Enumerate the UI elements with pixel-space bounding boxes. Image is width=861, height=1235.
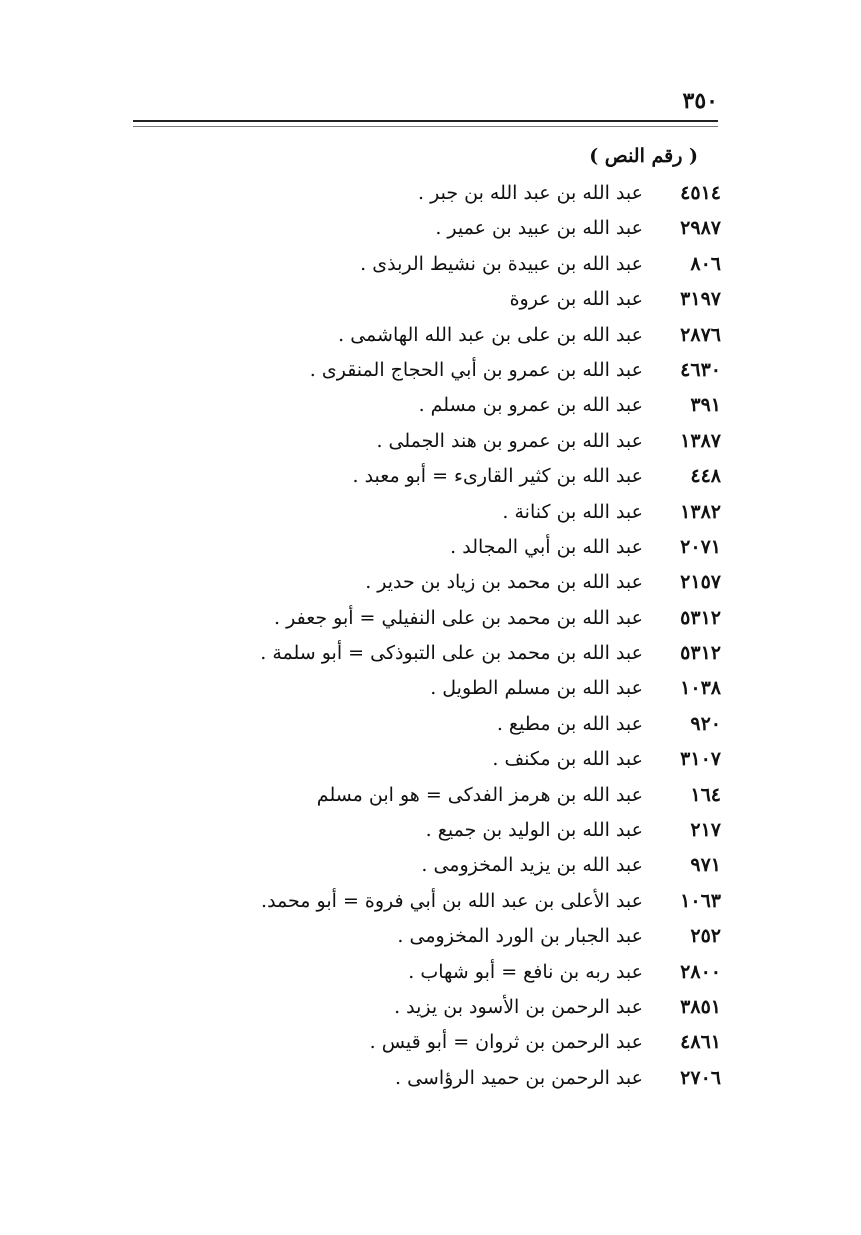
index-entry <box>121 1025 721 1060</box>
entry-name: عبد الأعلى بن عبد الله بن أبي فروة = أبو محمد. <box>261 889 643 912</box>
entry-name: عبد الله بن عمرو بن مسلم . <box>418 394 643 417</box>
entry-number: ٢٨٠٠ <box>680 960 721 983</box>
entry-number: ٢٩٨٧ <box>680 217 721 240</box>
page-number: ٣٥٠ <box>682 88 718 114</box>
entry-number: ٩٢٠ <box>690 712 721 735</box>
entry-number: ١٦٤ <box>690 783 721 806</box>
column-heading: ( رقم النص ) <box>589 145 698 167</box>
index-entry <box>121 282 721 317</box>
entry-name: عبد الله بن الوليد بن جميع . <box>425 819 643 842</box>
entry-name: عبد الرحمن بن ثروان = أبو قيس . <box>369 1031 643 1054</box>
entry-number: ٥٣١٢ <box>680 606 721 629</box>
entry-name: عبد الله بن عمرو بن هند الجملى . <box>376 429 643 452</box>
index-entry <box>121 176 721 211</box>
entry-number: ٥٣١٢ <box>680 642 721 665</box>
entry-name: عبد الله بن عبد الله بن جبر . <box>418 182 643 204</box>
index-entry <box>121 778 721 813</box>
entry-number: ٤٥١٤ <box>680 182 721 204</box>
entry-name: عبد الله بن أبي المجالد . <box>450 535 643 558</box>
entry-name: عبد الله بن عروة <box>509 288 643 311</box>
entry-number: ٣١٠٧ <box>680 748 721 771</box>
entry-number: ٨٠٦ <box>690 252 721 275</box>
entry-name: عبد الله بن مطيع . <box>496 712 643 735</box>
entry-name: عبد الله بن يزيد المخزومى . <box>421 854 643 877</box>
entry-name: عبد الله بن محمد بن على التبوذكى = أبو سلمة . <box>260 642 643 665</box>
entry-number: ٣١٩٧ <box>680 288 721 311</box>
index-entry <box>121 565 721 600</box>
index-entries <box>121 176 721 1096</box>
entry-name: عبد الرحمن بن حميد الرؤاسى . <box>395 1066 643 1089</box>
index-entry <box>121 459 721 494</box>
index-entry <box>121 955 721 990</box>
entry-name: عبد الله بن مسلم الطويل . <box>430 677 643 700</box>
index-entry <box>121 636 721 671</box>
entry-number: ١٣٨٢ <box>680 500 721 523</box>
entry-number: ٣٩١ <box>690 394 721 417</box>
entry-number: ٤٤٨ <box>690 465 721 488</box>
entry-number: ٣٨٥١ <box>680 995 721 1018</box>
entry-number: ١٠٦٣ <box>680 889 721 912</box>
entry-name: عبد الله بن عمرو بن أبي الحجاج المنقرى . <box>309 358 643 381</box>
entry-number: ٢٧٠٦ <box>680 1066 721 1089</box>
index-entry <box>121 813 721 848</box>
entry-number: ٢١٥٧ <box>680 571 721 594</box>
index-entry <box>121 1061 721 1096</box>
index-entry <box>121 388 721 423</box>
entry-name: عبد الله بن عبيد بن عمير . <box>435 217 643 240</box>
entry-number: ٢٨٧٦ <box>680 323 721 346</box>
index-entry <box>121 424 721 459</box>
entry-name: عبد الله بن كنانة . <box>502 500 643 523</box>
index-entry <box>121 848 721 883</box>
entry-name: عبد الله بن على بن عبد الله الهاشمى . <box>338 323 643 346</box>
index-entry <box>121 742 721 777</box>
index-entry <box>121 247 721 282</box>
entry-number: ١٠٣٨ <box>680 677 721 700</box>
index-entry <box>121 671 721 706</box>
entry-number: ٩٧١ <box>690 854 721 877</box>
index-entry <box>121 601 721 636</box>
index-entry <box>121 990 721 1025</box>
entry-number: ١٣٨٧ <box>680 429 721 452</box>
index-entry <box>121 530 721 565</box>
header-rule-thin <box>133 126 718 127</box>
index-entry <box>121 884 721 919</box>
header-rule <box>133 120 718 122</box>
entry-name: عبد ربه بن نافع = أبو شهاب . <box>408 960 643 983</box>
entry-number: ٤٦٣٠ <box>680 358 721 381</box>
index-entry <box>121 353 721 388</box>
entry-name: عبد الله بن عبيدة بن نشيط الربذى . <box>360 252 643 275</box>
entry-name: عبد الله بن محمد بن زياد بن حدير . <box>365 571 643 594</box>
entry-name: عبد الجبار بن الورد المخزومى . <box>397 925 643 948</box>
index-entry <box>121 318 721 353</box>
index-entry <box>121 211 721 246</box>
entry-name: عبد الله بن مكنف . <box>492 748 643 771</box>
entry-name: عبد الله بن محمد بن على النفيلي = أبو جعفر . <box>274 606 643 629</box>
entry-name: عبد الله بن كثير القارىء = أبو معبد . <box>352 465 643 488</box>
index-entry <box>121 707 721 742</box>
entry-number: ٢١٧ <box>690 819 721 842</box>
index-entry <box>121 495 721 530</box>
entry-number: ٤٨٦١ <box>680 1031 721 1054</box>
entry-name: عبد الله بن هرمز الفدكى = هو ابن مسلم <box>316 783 643 806</box>
index-entry <box>121 919 721 954</box>
entry-number: ٢٥٢ <box>690 925 721 948</box>
entry-name: عبد الرحمن بن الأسود بن يزيد . <box>394 995 643 1018</box>
entry-number: ٢٠٧١ <box>680 535 721 558</box>
